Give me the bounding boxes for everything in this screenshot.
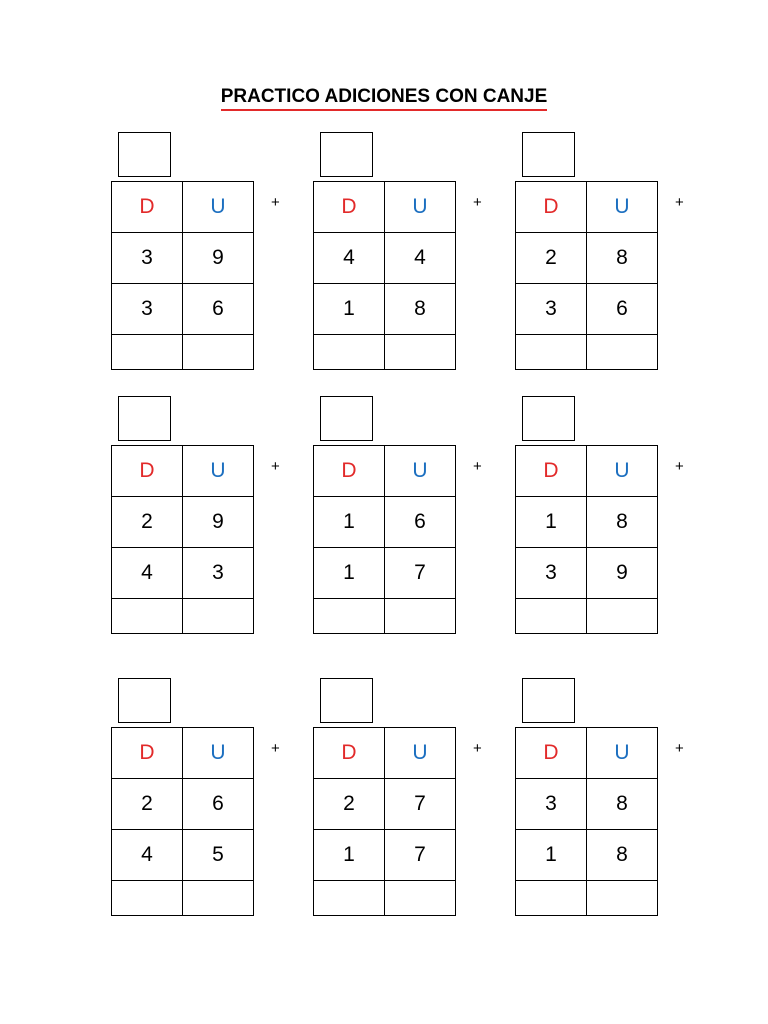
first-addend-tens: 2	[314, 779, 385, 830]
place-value-table	[111, 445, 254, 634]
answer-tens-cell[interactable]	[314, 599, 385, 634]
first-addend-units: 8	[587, 233, 658, 284]
first-addend-row	[314, 497, 456, 548]
first-addend-tens: 2	[112, 497, 183, 548]
first-addend-tens: 2	[112, 779, 183, 830]
second-addend-row	[314, 830, 456, 881]
first-addend-row	[516, 497, 658, 548]
first-addend-units: 6	[183, 779, 254, 830]
second-addend-row	[112, 830, 254, 881]
carry-box[interactable]	[320, 132, 373, 177]
addition-problem-2	[313, 132, 493, 372]
carry-box[interactable]	[118, 396, 171, 441]
units-header: U	[183, 446, 254, 497]
second-addend-tens: 1	[314, 284, 385, 335]
first-addend-units: 9	[183, 497, 254, 548]
answer-tens-cell[interactable]	[112, 881, 183, 916]
second-addend-row	[516, 548, 658, 599]
answer-tens-cell[interactable]	[314, 335, 385, 370]
answer-row	[516, 881, 658, 916]
units-header: U	[587, 446, 658, 497]
tens-header: D	[314, 728, 385, 779]
second-addend-units: 7	[385, 830, 456, 881]
worksheet-title-text: PRACTICO ADICIONES CON CANJE	[221, 86, 548, 111]
carry-box[interactable]	[522, 396, 575, 441]
second-addend-units: 6	[183, 284, 254, 335]
answer-row	[314, 599, 456, 634]
plus-sign: +	[675, 458, 684, 475]
second-addend-units: 6	[587, 284, 658, 335]
plus-sign: +	[473, 458, 482, 475]
header-row	[314, 182, 456, 233]
units-header: U	[183, 182, 254, 233]
second-addend-units: 9	[587, 548, 658, 599]
units-header: U	[385, 446, 456, 497]
answer-units-cell[interactable]	[385, 881, 456, 916]
header-row	[112, 446, 254, 497]
answer-units-cell[interactable]	[385, 335, 456, 370]
header-row	[112, 728, 254, 779]
second-addend-tens: 1	[314, 830, 385, 881]
addition-problem-7	[111, 678, 291, 918]
second-addend-tens: 3	[516, 284, 587, 335]
second-addend-row	[112, 548, 254, 599]
answer-tens-cell[interactable]	[112, 599, 183, 634]
second-addend-row	[314, 548, 456, 599]
answer-row	[112, 335, 254, 370]
addition-problem-4	[111, 396, 291, 636]
units-header: U	[587, 182, 658, 233]
first-addend-row	[112, 233, 254, 284]
answer-row	[112, 599, 254, 634]
second-addend-tens: 3	[516, 548, 587, 599]
first-addend-units: 9	[183, 233, 254, 284]
place-value-table	[515, 445, 658, 634]
answer-tens-cell[interactable]	[516, 335, 587, 370]
units-header: U	[587, 728, 658, 779]
tens-header: D	[516, 182, 587, 233]
tens-header: D	[112, 728, 183, 779]
second-addend-units: 5	[183, 830, 254, 881]
second-addend-row	[516, 284, 658, 335]
second-addend-units: 3	[183, 548, 254, 599]
second-addend-tens: 3	[112, 284, 183, 335]
place-value-table	[515, 181, 658, 370]
first-addend-tens: 3	[516, 779, 587, 830]
addition-problem-9	[515, 678, 695, 918]
first-addend-units: 8	[587, 497, 658, 548]
header-row	[516, 182, 658, 233]
first-addend-units: 6	[385, 497, 456, 548]
plus-sign: +	[473, 194, 482, 211]
tens-header: D	[516, 446, 587, 497]
second-addend-tens: 1	[314, 548, 385, 599]
second-addend-units: 8	[385, 284, 456, 335]
plus-sign: +	[271, 458, 280, 475]
first-addend-tens: 3	[112, 233, 183, 284]
answer-units-cell[interactable]	[183, 335, 254, 370]
carry-box[interactable]	[522, 678, 575, 723]
carry-box[interactable]	[320, 396, 373, 441]
first-addend-row	[314, 233, 456, 284]
addition-problem-8	[313, 678, 493, 918]
addition-problem-1	[111, 132, 291, 372]
carry-box[interactable]	[118, 678, 171, 723]
second-addend-units: 7	[385, 548, 456, 599]
first-addend-row	[112, 779, 254, 830]
tens-header: D	[112, 182, 183, 233]
first-addend-tens: 1	[314, 497, 385, 548]
addition-problem-6	[515, 396, 695, 636]
first-addend-tens: 1	[516, 497, 587, 548]
place-value-table	[515, 727, 658, 916]
units-header: U	[385, 728, 456, 779]
tens-header: D	[516, 728, 587, 779]
second-addend-units: 8	[587, 830, 658, 881]
header-row	[314, 446, 456, 497]
answer-units-cell[interactable]	[587, 335, 658, 370]
answer-units-cell[interactable]	[183, 881, 254, 916]
place-value-table	[111, 181, 254, 370]
second-addend-row	[112, 284, 254, 335]
place-value-table	[313, 445, 456, 634]
first-addend-units: 7	[385, 779, 456, 830]
first-addend-tens: 2	[516, 233, 587, 284]
second-addend-tens: 4	[112, 548, 183, 599]
header-row	[112, 182, 254, 233]
header-row	[516, 728, 658, 779]
plus-sign: +	[675, 194, 684, 211]
answer-row	[314, 335, 456, 370]
plus-sign: +	[473, 740, 482, 757]
carry-box[interactable]	[522, 132, 575, 177]
first-addend-row	[516, 233, 658, 284]
units-header: U	[385, 182, 456, 233]
addition-problem-3	[515, 132, 695, 372]
addition-problem-5	[313, 396, 493, 636]
first-addend-row	[516, 779, 658, 830]
plus-sign: +	[271, 740, 280, 757]
answer-row	[516, 599, 658, 634]
answer-tens-cell[interactable]	[516, 599, 587, 634]
plus-sign: +	[271, 194, 280, 211]
tens-header: D	[314, 446, 385, 497]
first-addend-units: 8	[587, 779, 658, 830]
plus-sign: +	[675, 740, 684, 757]
first-addend-tens: 4	[314, 233, 385, 284]
answer-tens-cell[interactable]	[314, 881, 385, 916]
first-addend-units: 4	[385, 233, 456, 284]
second-addend-tens: 1	[516, 830, 587, 881]
answer-units-cell[interactable]	[587, 599, 658, 634]
answer-units-cell[interactable]	[385, 599, 456, 634]
tens-header: D	[112, 446, 183, 497]
first-addend-row	[314, 779, 456, 830]
answer-row	[314, 881, 456, 916]
answer-row	[112, 881, 254, 916]
header-row	[314, 728, 456, 779]
carry-box[interactable]	[118, 132, 171, 177]
first-addend-row	[112, 497, 254, 548]
answer-tens-cell[interactable]	[516, 881, 587, 916]
header-row	[516, 446, 658, 497]
answer-row	[516, 335, 658, 370]
answer-units-cell[interactable]	[587, 881, 658, 916]
tens-header: D	[314, 182, 385, 233]
second-addend-tens: 4	[112, 830, 183, 881]
answer-tens-cell[interactable]	[112, 335, 183, 370]
units-header: U	[183, 728, 254, 779]
answer-units-cell[interactable]	[183, 599, 254, 634]
carry-box[interactable]	[320, 678, 373, 723]
place-value-table	[111, 727, 254, 916]
second-addend-row	[314, 284, 456, 335]
place-value-table	[313, 727, 456, 916]
second-addend-row	[516, 830, 658, 881]
worksheet-title	[0, 86, 768, 111]
place-value-table	[313, 181, 456, 370]
